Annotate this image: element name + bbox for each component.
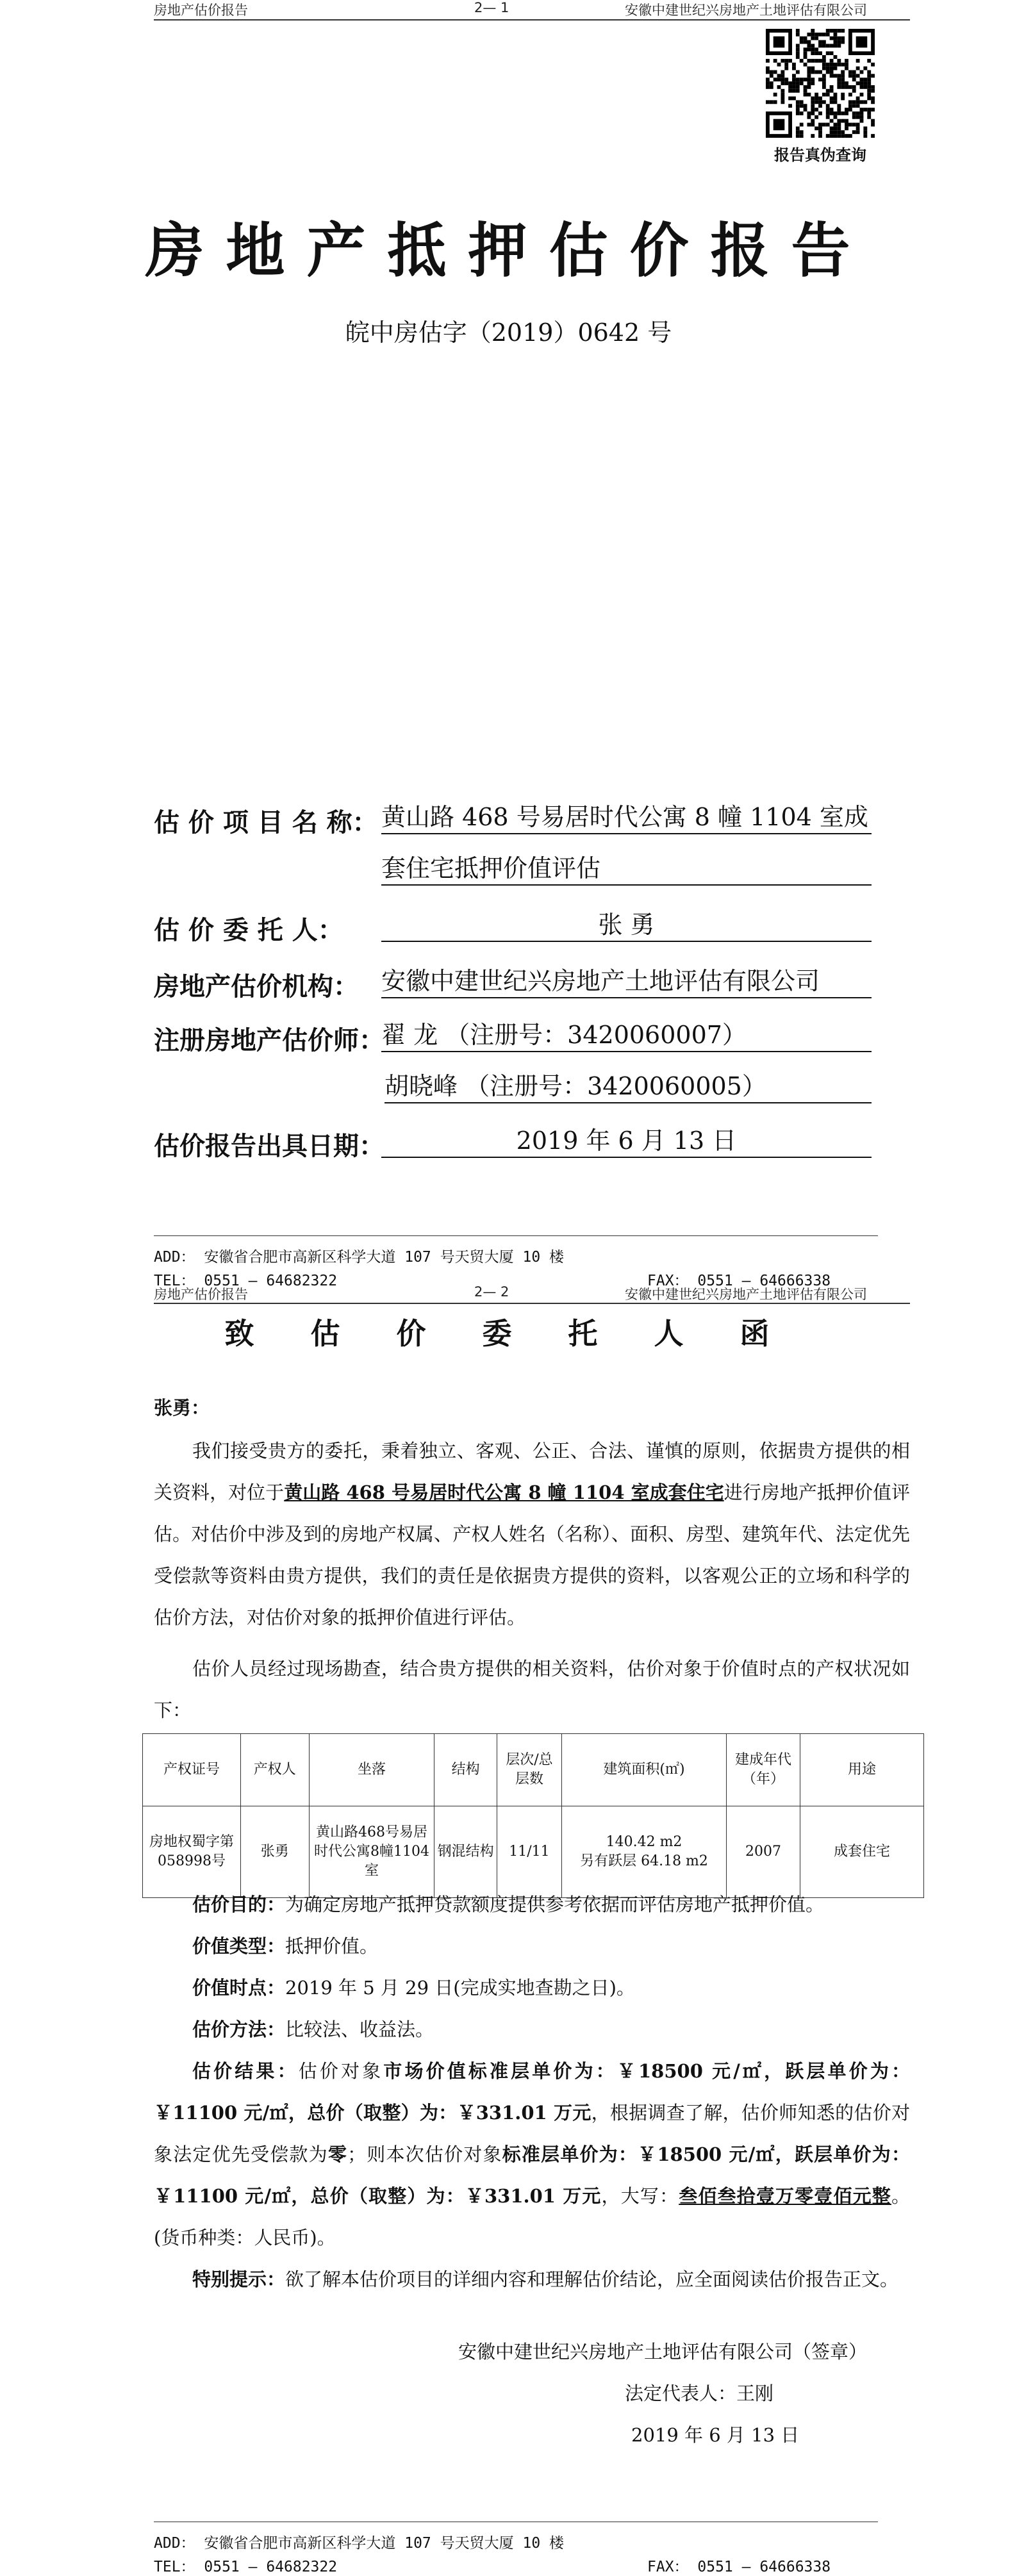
client-label: 估 价 委 托 人： xyxy=(154,916,343,945)
method-line: 估价方法：比较法、收益法。 xyxy=(192,2019,434,2040)
report-number: 皖中房估字（2019）0642 号 xyxy=(345,318,672,347)
page2-footer-tel: TEL： 0551 — 64682322 xyxy=(154,2559,338,2575)
agency-label: 房地产估价机构： xyxy=(154,972,359,1002)
value-type-line: 价值类型：抵押价值。 xyxy=(192,1935,379,1957)
table-header-cell: 坐落 xyxy=(309,1734,434,1806)
table-header-row xyxy=(143,1734,924,1806)
signature-representative: 法定代表人：王刚 xyxy=(625,2382,774,2404)
purpose-line: 估价目的：为确定房地产抵押贷款额度提供参考依据而评估房地产抵押价值。 xyxy=(192,1894,825,1915)
page-title: 房地产抵押估价报告 xyxy=(145,217,872,285)
table-cell: 钢混结构 xyxy=(434,1806,497,1898)
appraiser-1: 翟 龙 （注册号：3420060007） xyxy=(381,1019,872,1052)
table-header-cell: 产权证号 xyxy=(143,1734,241,1806)
table-cell: 成套住宅 xyxy=(800,1806,924,1898)
table-header-cell: 建成年代（年） xyxy=(727,1734,800,1806)
project-label: 估 价 项 目 名 称： xyxy=(154,808,378,838)
property-table xyxy=(142,1733,924,1898)
table-header-cell: 产权人 xyxy=(241,1734,309,1806)
qr-label: 报告真伪查询 xyxy=(774,146,866,164)
qr-code-icon xyxy=(766,29,875,138)
table-cell: 11/11 xyxy=(497,1806,561,1898)
letter-title: 致 估 价 委 托 人 函 xyxy=(224,1316,793,1351)
page2-header-right: 安徽中建世纪兴房地产土地评估有限公司 xyxy=(625,1287,867,1302)
signature-date: 2019 年 6 月 13 日 xyxy=(631,2424,800,2446)
table-cell: 张勇 xyxy=(241,1806,309,1898)
table-cell: 房地权蜀字第058998号 xyxy=(143,1806,241,1898)
page2-footer-address: ADD： 安徽省合肥市高新区科学大道 107 号天贸大厦 10 楼 xyxy=(154,2535,565,2552)
page1-header-rule xyxy=(154,19,910,21)
client-value: 张 勇 xyxy=(381,909,872,942)
table-header-cell: 结构 xyxy=(434,1734,497,1806)
date-value: 2019 年 6 月 13 日 xyxy=(381,1125,872,1158)
table-cell: 2007 xyxy=(727,1806,800,1898)
page2-header-left: 房地产估价报告 xyxy=(154,1287,248,1302)
paragraph-1: 我们接受贵方的委托，秉着独立、客观、公正、合法、谨慎的原则，依据贵方提供的相关资料，对位于黄山路 468 号易居时代公寓 8 幢 1104 室成套住宅进行房地产抵押价值评估。对估价中涉及到的房地产权属、产权人姓名（名称）、面积、房型、建筑年代、法定优先受偿款等资料由贵方提供，我们的责任是依据贵方提供的资料，以客观公正的立场和科学的估价方法，对估价对象的抵押价值进行评估。 xyxy=(154,1440,910,1628)
page2-header-rule xyxy=(154,1303,910,1304)
page1-footer-fax: FAX： 0551 — 64666338 xyxy=(647,1273,831,1289)
appraiser-2: 胡晓峰 （注册号：3420060005） xyxy=(384,1070,872,1103)
page1-footer-rule xyxy=(154,1235,878,1236)
page1-header-page: 2— 1 xyxy=(474,0,509,15)
page2-footer-fax: FAX： 0551 — 64666338 xyxy=(647,2559,831,2575)
result-paragraph: 估价结果：估价对象市场价值标准层单价为：￥18500 元/㎡，跃层单价为：￥11100 元/㎡，总价（取整）为：￥331.01 万元，根据调查了解，估价师知悉的估价对象法定优先受偿款为零；则本次估价对象标准层单价为：￥18500 元/㎡，跃层单价为：￥11100 元/㎡，总价（取整）为：￥331.01 万元，大写：叁佰叁拾壹万零壹佰元整。(货币种类：人民币)。 xyxy=(154,2060,910,2249)
appraiser-label: 注册房地产估价师： xyxy=(154,1026,384,1055)
page1-footer-tel: TEL： 0551 — 64682322 xyxy=(154,1273,338,1289)
page2-header-page: 2— 2 xyxy=(474,1284,509,1300)
signature-company: 安徽中建世纪兴房地产土地评估有限公司（签章） xyxy=(458,2341,868,2363)
table-header-cell: 层次/总层数 xyxy=(497,1734,561,1806)
table-cell: 黄山路468号易居时代公寓8幢1104室 xyxy=(309,1806,434,1898)
page1-header-right: 安徽中建世纪兴房地产土地评估有限公司 xyxy=(625,3,867,18)
table-header-cell: 用途 xyxy=(800,1734,924,1806)
salutation: 张勇： xyxy=(154,1397,210,1419)
project-value-line2: 套住宅抵押价值评估 xyxy=(381,852,872,886)
project-value-line1: 黄山路 468 号易居时代公寓 8 幢 1104 室成 xyxy=(381,801,872,834)
table-cell: 140.42 m2 另有跃层 64.18 m2 xyxy=(562,1806,727,1898)
date-label: 估价报告出具日期： xyxy=(154,1132,384,1161)
page1-footer-address: ADD： 安徽省合肥市高新区科学大道 107 号天贸大厦 10 楼 xyxy=(154,1249,565,1266)
table-header-cell: 建筑面积(㎡) xyxy=(562,1734,727,1806)
notice-paragraph: 特别提示：欲了解本估价项目的详细内容和理解估价结论，应全面阅读估价报告正文。 xyxy=(192,2268,899,2290)
paragraph-2: 估价人员经过现场勘查，结合贵方提供的相关资料，估价对象于价值时点的产权状况如下： xyxy=(154,1658,910,1721)
page1-header-left: 房地产估价报告 xyxy=(154,3,248,18)
agency-value: 安徽中建世纪兴房地产土地评估有限公司 xyxy=(381,965,872,998)
value-time-line: 价值时点：2019 年 5 月 29 日(完成实地查勘之日)。 xyxy=(192,1977,635,1999)
